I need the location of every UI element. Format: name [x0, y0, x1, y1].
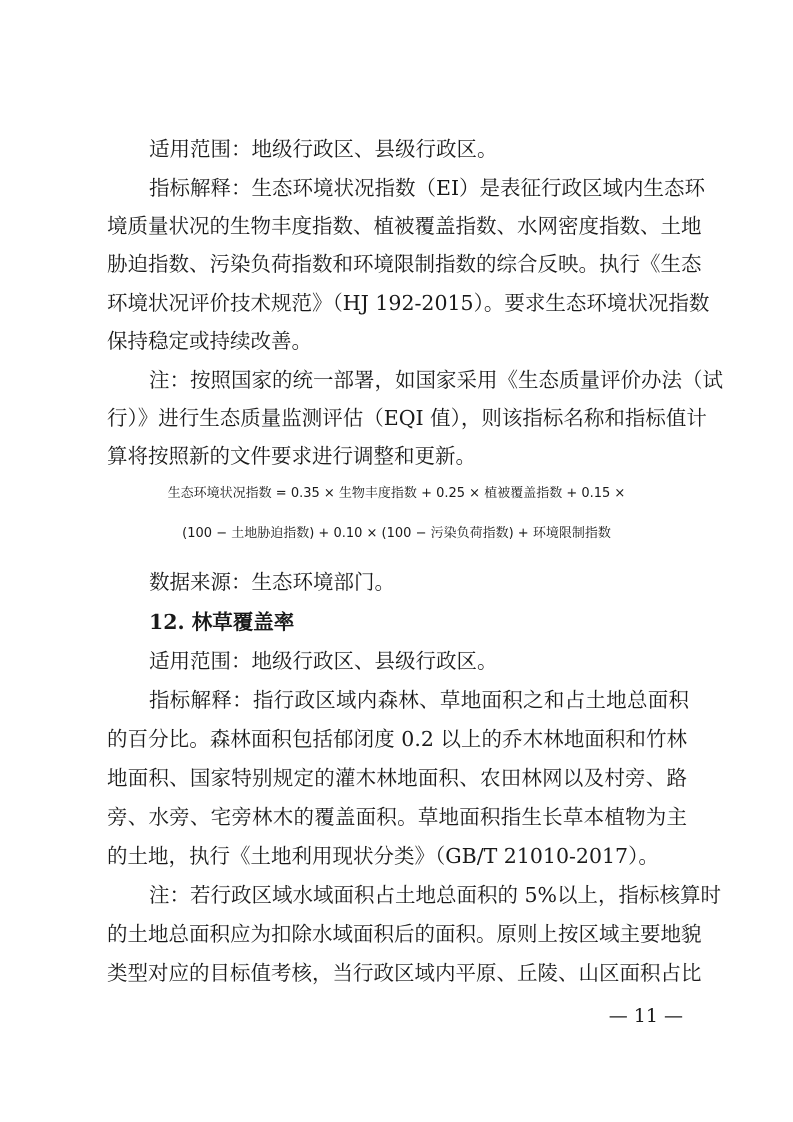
explanation-line: 境质量状况的生物丰度指数、植被覆盖指数、水网密度指数、土地: [107, 214, 702, 238]
note-line: 注：按照国家的统一部署，如国家采用《生态质量评价办法（试: [149, 368, 723, 392]
explanation-line: 旁、水旁、宅旁林木的覆盖面积。草地面积指生长草本植物为主: [107, 805, 687, 829]
explanation-line: 环境状况评价技术规范》（HJ 192-2015）。要求生态环境状况指数: [107, 291, 710, 315]
section-heading: 12. 林草覆盖率: [149, 610, 295, 634]
explanation-line: 胁迫指数、污染负荷指数和环境限制指数的综合反映。执行《生态: [107, 252, 702, 276]
note-line: 的土地总面积应为扣除水域面积后的面积。原则上按区域主要地貌: [107, 922, 702, 946]
note-line: 类型对应的目标值考核，当行政区域内平原、丘陵、山区面积占比: [107, 961, 702, 985]
scope-paragraph: 适用范围：地级行政区、县级行政区。: [149, 137, 498, 161]
note-line: 算将按照新的文件要求进行调整和更新。: [107, 444, 476, 468]
explanation-line: 地面积、国家特别规定的灌木林地面积、农田林网以及村旁、路: [107, 766, 687, 790]
explanation-line: 指标解释：指行政区域内森林、草地面积之和占土地总面积: [149, 688, 689, 712]
formula-line: (100 − 土地胁迫指数) + 0.10 × (100 − 污染负荷指数) + 环境限制指数: [182, 526, 611, 541]
explanation-line: 保持稳定或持续改善。: [107, 329, 312, 353]
note-line: 注：若行政区域水域面积占土地总面积的 5%以上，指标核算时: [149, 883, 722, 907]
explanation-line: 指标解释：生态环境状况指数（EI）是表征行政区域内生态环: [149, 176, 706, 200]
note-line: 行）》进行生态质量监测评估（EQI 值），则该指标名称和指标值计: [107, 406, 707, 430]
scope-paragraph: 适用范围：地级行政区、县级行政区。: [149, 649, 498, 673]
explanation-line: 的土地，执行《土地利用现状分类》（GB/T 21010-2017）。: [107, 844, 659, 868]
explanation-line: 的百分比。森林面积包括郁闭度 0.2 以上的乔木林地面积和竹林: [107, 727, 687, 751]
page-number: — 11 —: [608, 1005, 683, 1027]
data-source-paragraph: 数据来源：生态环境部门。: [149, 570, 395, 594]
formula-line: 生态环境状况指数 = 0.35 × 生物丰度指数 + 0.25 × 植被覆盖指数 + 0.15 ×: [167, 486, 626, 501]
